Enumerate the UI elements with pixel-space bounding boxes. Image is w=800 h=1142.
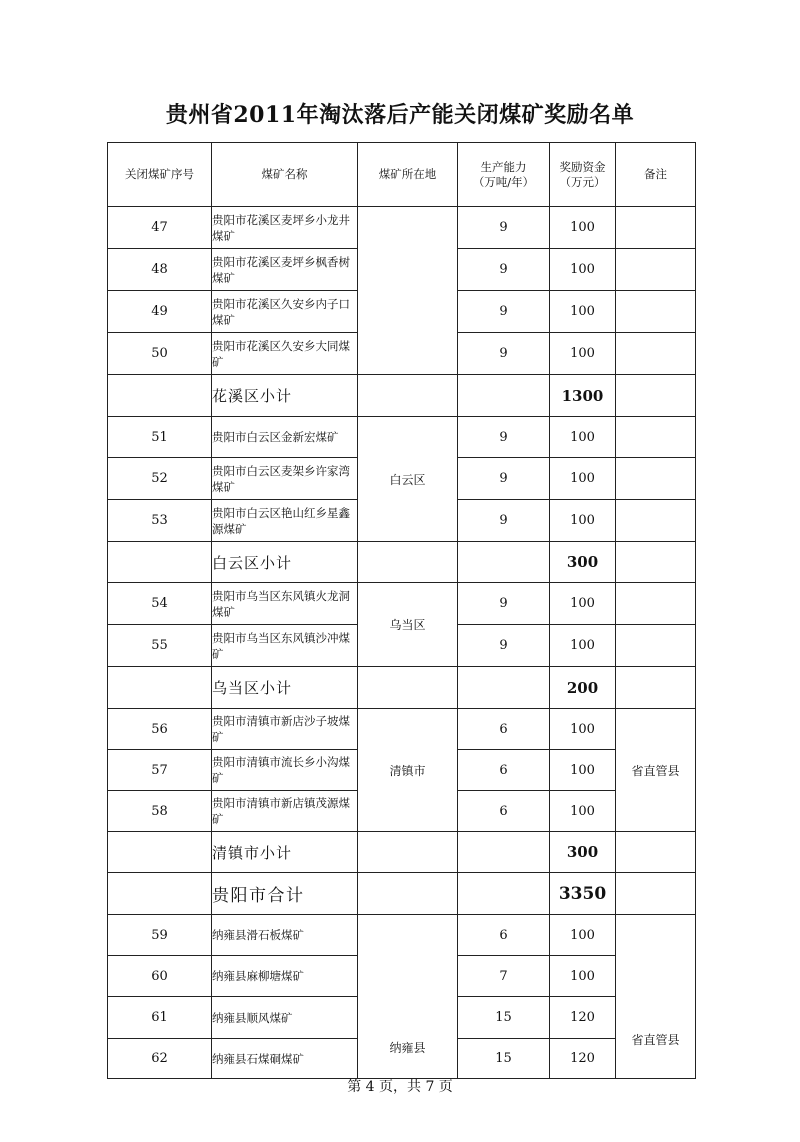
- row-number: 57: [108, 750, 212, 791]
- empty-cell: [358, 375, 458, 417]
- empty-cell: [358, 832, 458, 873]
- empty-cell: [458, 667, 550, 709]
- fund-cell: 100: [550, 750, 616, 791]
- empty-cell: [458, 375, 550, 417]
- header-row: [108, 143, 696, 207]
- header-capacity: 生产能力（万吨/年）: [458, 143, 550, 207]
- capacity-cell: 15: [458, 1039, 550, 1079]
- empty-cell: [108, 667, 212, 709]
- mine-name: 贵阳市白云区金新宏煤矿: [212, 417, 358, 458]
- empty-cell: [108, 375, 212, 417]
- capacity-cell: 9: [458, 291, 550, 333]
- empty-cell: [358, 542, 458, 583]
- capacity-cell: 6: [458, 709, 550, 750]
- note-cell: [616, 333, 696, 375]
- page-title: 贵州省2011年淘汰落后产能关闭煤矿奖励名单: [165, 102, 635, 128]
- mine-name: 贵阳市乌当区东风镇火龙洞煤矿: [212, 583, 358, 625]
- location-cell-huaxi: [358, 207, 458, 375]
- mine-name: 纳雍县石煤硐煤矿: [212, 1039, 358, 1079]
- row-number: 51: [108, 417, 212, 458]
- empty-cell: [458, 542, 550, 583]
- fund-cell: 120: [550, 1039, 616, 1079]
- award-table: [107, 142, 696, 1079]
- subtotal-label: 乌当区小计: [212, 667, 358, 709]
- table-row: [108, 915, 696, 956]
- subtotal-label: 花溪区小计: [212, 375, 358, 417]
- capacity-cell: 9: [458, 583, 550, 625]
- mine-name: 贵阳市花溪区麦坪乡枫香树煤矿: [212, 249, 358, 291]
- row-number: 55: [108, 625, 212, 667]
- table-row: [108, 417, 696, 458]
- fund-cell: 120: [550, 997, 616, 1039]
- subtotal-label: 白云区小计: [212, 542, 358, 583]
- note-cell: [616, 291, 696, 333]
- note-cell: [616, 458, 696, 500]
- capacity-cell: 9: [458, 333, 550, 375]
- row-number: 56: [108, 709, 212, 750]
- total-fund: 3350: [550, 873, 616, 915]
- fund-cell: 100: [550, 249, 616, 291]
- mine-name: 贵阳市花溪区久安乡大同煤矿: [212, 333, 358, 375]
- capacity-cell: 9: [458, 249, 550, 291]
- capacity-cell: 6: [458, 750, 550, 791]
- empty-cell: [358, 873, 458, 915]
- capacity-cell: 9: [458, 417, 550, 458]
- total-row: [108, 873, 696, 915]
- empty-cell: [358, 667, 458, 709]
- note-cell: [616, 500, 696, 542]
- location-cell: 乌当区: [358, 583, 458, 667]
- page-footer: 第 4 页，共 7 页: [347, 1079, 453, 1095]
- subtotal-label: 清镇市小计: [212, 832, 358, 873]
- location-cell: 纳雍县: [358, 915, 458, 1079]
- fund-cell: 100: [550, 915, 616, 956]
- mine-name: 贵阳市清镇市新店镇茂源煤矿: [212, 791, 358, 832]
- empty-cell: [616, 375, 696, 417]
- fund-cell: 100: [550, 207, 616, 249]
- fund-cell: 100: [550, 625, 616, 667]
- total-label: 贵阳市合计: [212, 873, 358, 915]
- fund-cell: 100: [550, 500, 616, 542]
- fund-cell: 100: [550, 291, 616, 333]
- mine-name: 贵阳市清镇市新店沙子坡煤矿: [212, 709, 358, 750]
- fund-cell: 100: [550, 458, 616, 500]
- empty-cell: [616, 542, 696, 583]
- mine-name: 纳雍县滑石板煤矿: [212, 915, 358, 956]
- mine-name: 纳雍县顺风煤矿: [212, 997, 358, 1039]
- note-cell: 省直管县: [616, 709, 696, 832]
- row-number: 49: [108, 291, 212, 333]
- row-number: 58: [108, 791, 212, 832]
- empty-cell: [616, 832, 696, 873]
- subtotal-fund: 1300: [550, 375, 616, 417]
- capacity-cell: 9: [458, 207, 550, 249]
- mine-name: 贵阳市花溪区久安乡内子口煤矿: [212, 291, 358, 333]
- subtotal-row: [108, 542, 696, 583]
- capacity-cell: 9: [458, 458, 550, 500]
- subtotal-fund: 200: [550, 667, 616, 709]
- note-cell: [616, 583, 696, 625]
- fund-cell: 100: [550, 417, 616, 458]
- empty-cell: [616, 667, 696, 709]
- mine-name: 贵阳市清镇市流长乡小沟煤矿: [212, 750, 358, 791]
- fund-cell: 100: [550, 956, 616, 997]
- row-number: 50: [108, 333, 212, 375]
- capacity-cell: 9: [458, 500, 550, 542]
- empty-cell: [108, 832, 212, 873]
- table-row: [108, 709, 696, 750]
- header-note: 备注: [616, 143, 696, 207]
- location-cell: 白云区: [358, 417, 458, 542]
- empty-cell: [108, 873, 212, 915]
- capacity-cell: 6: [458, 915, 550, 956]
- capacity-cell: 15: [458, 997, 550, 1039]
- empty-cell: [616, 873, 696, 915]
- row-number: 48: [108, 249, 212, 291]
- empty-cell: [458, 832, 550, 873]
- header-location: 煤矿所在地: [358, 143, 458, 207]
- subtotal-row: [108, 832, 696, 873]
- note-cell: 省直管县: [616, 915, 696, 1079]
- empty-cell: [458, 873, 550, 915]
- note-cell: [616, 249, 696, 291]
- location-cell: 清镇市: [358, 709, 458, 832]
- table-row: [108, 207, 696, 249]
- empty-cell: [108, 542, 212, 583]
- subtotal-fund: 300: [550, 832, 616, 873]
- subtotal-row: [108, 375, 696, 417]
- fund-cell: 100: [550, 709, 616, 750]
- mine-name: 纳雍县麻柳塘煤矿: [212, 956, 358, 997]
- mine-name: 贵阳市花溪区麦坪乡小龙井煤矿: [212, 207, 358, 249]
- header-name: 煤矿名称: [212, 143, 358, 207]
- header-fund: 奖励资金（万元）: [550, 143, 616, 207]
- capacity-cell: 6: [458, 791, 550, 832]
- subtotal-row: [108, 667, 696, 709]
- capacity-cell: 9: [458, 625, 550, 667]
- table-row: [108, 583, 696, 625]
- row-number: 62: [108, 1039, 212, 1079]
- mine-name: 贵阳市白云区麦架乡许家湾煤矿: [212, 458, 358, 500]
- row-number: 54: [108, 583, 212, 625]
- row-number: 60: [108, 956, 212, 997]
- row-number: 53: [108, 500, 212, 542]
- mine-name: 贵阳市乌当区东风镇沙冲煤矿: [212, 625, 358, 667]
- row-number: 59: [108, 915, 212, 956]
- header-seq: 关闭煤矿序号: [108, 143, 212, 207]
- mine-name: 贵阳市白云区艳山红乡星鑫源煤矿: [212, 500, 358, 542]
- capacity-cell: 7: [458, 956, 550, 997]
- note-cell: [616, 625, 696, 667]
- subtotal-fund: 300: [550, 542, 616, 583]
- row-number: 52: [108, 458, 212, 500]
- row-number: 61: [108, 997, 212, 1039]
- row-number: 47: [108, 207, 212, 249]
- note-cell: [616, 207, 696, 249]
- fund-cell: 100: [550, 791, 616, 832]
- note-cell: [616, 417, 696, 458]
- fund-cell: 100: [550, 333, 616, 375]
- fund-cell: 100: [550, 583, 616, 625]
